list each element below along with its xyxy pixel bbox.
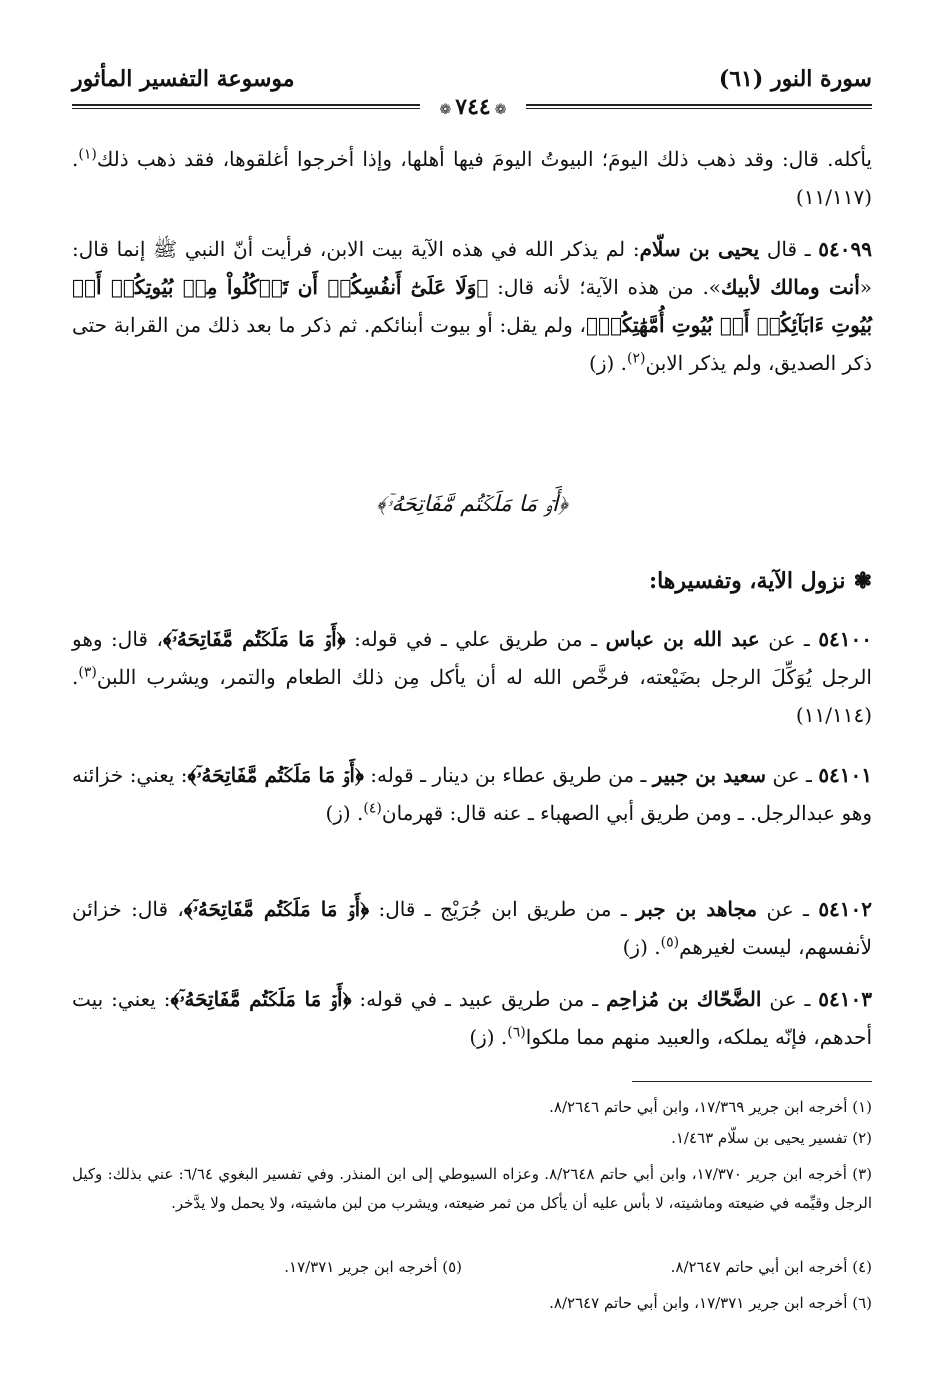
narrator-name: يحيى بن سلّام (639, 237, 760, 261)
page-number: ٧٤٤ (455, 94, 491, 120)
entry-text: : يعني: خزائنه وهو عبدالرجل. ـ ومن طريق أبي الصهباء ـ عنه قال: قهرمان (72, 763, 872, 825)
entry-54100 (72, 620, 872, 734)
flower-ornament-icon: ❃ (853, 568, 872, 594)
surah-title: سورة النور (٦١) (718, 66, 872, 92)
source-marker: . (ز) (325, 801, 364, 825)
quran-quote: ﴿أَوۡ مَا مَلَكۡتُم مَّفَاتِحَهُۥٓ﴾ (187, 763, 364, 787)
entry-text: ، قال: وهو الرجل يُوَكِّلَ الرجل بضَيْعته، فرخَّص الله له أن يأكل مِن ذلك الطعام والتمر، ويشرب اللبن (72, 627, 872, 689)
source-marker: . (ز) (589, 351, 627, 375)
entry-text: ـ من طريق عطاء بن دينار ـ قوله: (363, 763, 647, 787)
narrator-name: مجاهد بن جبر (636, 897, 758, 921)
entry-54102 (72, 890, 872, 966)
ornament-icon: ❁ (439, 101, 452, 118)
entry-intro: ـ عن (768, 627, 810, 651)
entry-number: ٥٤١٠٢ (818, 897, 873, 921)
section-title-text: نزول الآية، وتفسيرها: (648, 568, 846, 594)
footnote-ref[interactable]: (٣) (78, 664, 97, 681)
entry-54103 (72, 980, 872, 1056)
quran-quote: ﴿وَلَا عَلَىٰٓ أَنفُسِكُمۡ أَن تَأۡكُلُواْ مِنۢ بُيُوتِكُمۡ أَوۡ بُيُوتِ ءَابَآئِكُمۡ أَوۡ بُيُوتِ أُمَّهَٰتِكُمۡ﴾ (72, 275, 873, 337)
footnote-5: (٥) أخرجه ابن جرير ١٧/٣٧١. (284, 1258, 462, 1276)
entry-text: ». من هذه الآية؛ لأنه قال: (488, 275, 722, 299)
volume-ref: . (١١/١١٧) (72, 147, 872, 209)
entry-intro: ـ عن (772, 763, 812, 787)
quran-quote: ﴿أَوۡ مَا مَلَكۡتُم مَّفَاتِحَهُۥٓ﴾ (162, 627, 346, 651)
entry-text: ، قال: خزائن لأنفسهم، ليست لغيرهم (72, 897, 872, 959)
entry-number: ٥٤٠٩٩ (818, 237, 873, 261)
footnote-ref[interactable]: (٢) (627, 350, 646, 367)
entry-text: ـ من طريق علي ـ في قوله: (345, 627, 598, 651)
entry-number: ٥٤١٠٠ (818, 627, 873, 651)
hadith-text: أنت ومالك لأبيك (721, 275, 860, 299)
footnote-ref[interactable]: (٦) (507, 1024, 526, 1041)
footnote-ref[interactable]: (١) (78, 146, 97, 163)
entry-number: ٥٤١٠١ (818, 763, 873, 787)
entry-text: : لم يذكر الله في هذه الآية بيت الابن، فرأيت أنّ النبي ﷺ إنما قال: « (72, 237, 872, 299)
footnote-ref[interactable]: (٥) (660, 934, 680, 951)
footnote-2: (٢) تفسير يحيى بن سلّام ١/٤٦٣. (671, 1129, 872, 1147)
verse-heading: ﴿أَوۡ مَا مَلَكۡتُم مَّفَاتِحَهُۥٓ﴾ (376, 492, 568, 517)
footnote-row-4-5 (72, 1253, 872, 1282)
paragraph-continuation (72, 140, 872, 216)
entry-number: ٥٤١٠٣ (818, 987, 873, 1011)
footnote-4: (٤) أخرجه ابن أبي حاتم ٨/٢٦٤٧. (670, 1258, 872, 1276)
entry-text: ، ولم يقل: أو بيوت أبنائكم. ثم ذكر ما بعد ذلك من القرابة حتى ذكر الصديق، ولم يذكر الابن (72, 313, 872, 375)
entry-text: : يعني: بيت أحدهم، فإنّه يملكه، والعبيد منهم مما ملكوا (72, 987, 872, 1049)
narrator-name: سعيد بن جبير (652, 763, 767, 787)
entry-54099 (72, 230, 872, 382)
quran-quote: ﴿أَوۡ مَا مَلَكۡتُم مَّفَاتِحَهُۥٓ﴾ (170, 987, 352, 1011)
section-title (649, 568, 872, 594)
entry-intro: ـ عن (769, 987, 811, 1011)
footnote-6: (٦) أخرجه ابن جرير ١٧/٣٧١، وابن أبي حاتم ٨/٢٦٤٧. (549, 1294, 872, 1312)
source-marker: . (ز) (622, 935, 661, 959)
narrator-name: الضَّحّاك بن مُزاحِم (606, 987, 762, 1011)
footnote-ref[interactable]: (٤) (363, 800, 382, 817)
entry-intro: ـ عن (766, 897, 809, 921)
entry-text: ـ من طريق عبيد ـ في قوله: (351, 987, 599, 1011)
paragraph-text: يأكله. قال: وقد ذهب ذلك اليومَ؛ البيوتُ اليومَ فيها أهلها، وإذا أخرجوا أغلقوها، فقد ذهب ذلك (96, 147, 872, 171)
ornament-icon: ❁ (494, 101, 507, 118)
source-marker: . (ز) (469, 1025, 508, 1049)
entry-intro: ـ قال (766, 237, 811, 261)
footnote-1: (١) أخرجه ابن جرير ١٧/٣٦٩، وابن أبي حاتم ٨/٢٦٤٦. (549, 1098, 872, 1116)
narrator-name: عبد الله بن عباس (605, 627, 760, 651)
book-title: موسوعة التفسير المأثور (72, 66, 295, 92)
page-number-box (420, 94, 526, 120)
entry-54101 (72, 756, 872, 832)
volume-ref: . (١١/١١٤) (72, 665, 872, 727)
footnote-separator (632, 1081, 872, 1082)
entry-text: ـ من طريق ابن جُرَيْج ـ قال: (369, 897, 627, 921)
footnote-3: (٣) أخرجه ابن جرير ١٧/٣٧٠، وابن أبي حاتم ٨/٢٦٤٨. وعزاه السيوطي إلى ابن المنذر. وفي تفسير البغوي ٦/٦٤: عني بذلك: وكيل الرجل وقيِّمه في ضيعته وماشيته، لا بأس عليه أن يأكل من ثمر ضيعته، ويشرب من لبن ماشيته، ولا يحمل ولا يدَّخر. (72, 1165, 873, 1212)
quran-quote: ﴿أَوۡ مَا مَلَكۡتُم مَّفَاتِحَهُۥٓ﴾ (183, 897, 370, 921)
